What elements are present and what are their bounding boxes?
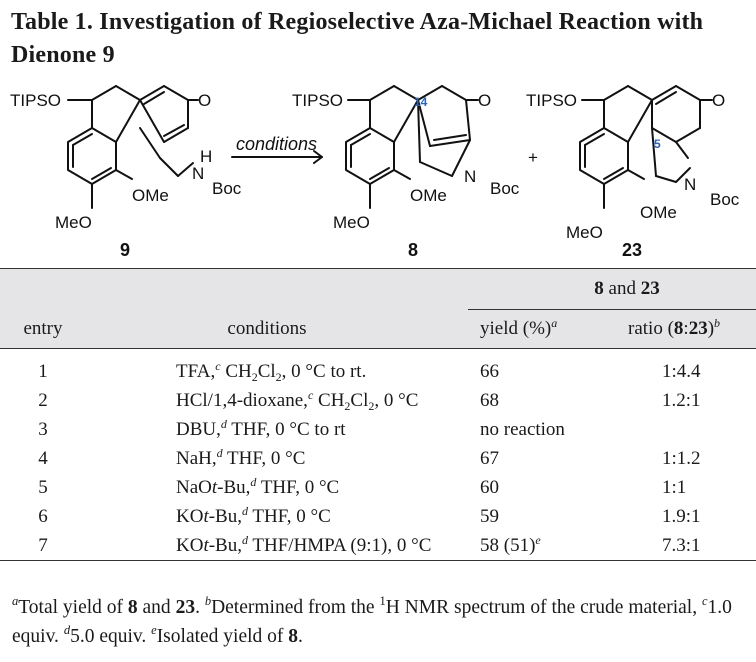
table-row xyxy=(0,357,756,386)
cmpd9-n: N xyxy=(192,164,205,183)
cmpd9-tipso: TIPSO xyxy=(10,91,62,110)
table-title-text: Investigation of Regioselective Aza-Michael Reaction with Dienone 9 xyxy=(11,9,704,68)
scheme-plus: + xyxy=(528,148,538,167)
table-row xyxy=(0,444,756,473)
cell-yield: 67 xyxy=(480,447,499,469)
cmpd23-o: O xyxy=(712,91,726,110)
table-number: Table 1. xyxy=(11,9,94,35)
cell-yield: 59 xyxy=(480,505,499,527)
cell-entry: 5 xyxy=(38,476,48,498)
cmpd8-o: O xyxy=(478,91,492,110)
cmpd23-meo: MeO xyxy=(566,223,603,242)
cell-yield: 66 xyxy=(480,360,499,382)
cmpd23-position-5: 5 xyxy=(654,137,661,151)
cmpd9-meo: MeO xyxy=(55,213,92,232)
cmpd8-number: 8 xyxy=(408,240,419,260)
table-row xyxy=(0,502,756,531)
col-header-ratio: ratio (8:23)$^b$ xyxy=(618,310,756,349)
cell-ratio: 1.9:1 xyxy=(662,505,701,527)
cell-entry: 1 xyxy=(38,360,48,382)
cell-conditions: TFA,$^c$ $CH_2Cl_2$, 0 °C to rt. xyxy=(176,358,367,384)
table-title xyxy=(11,6,746,72)
cell-conditions: HCl/1,4-dioxane,$^c$ $CH_2Cl_2$, 0 °C xyxy=(176,387,419,413)
col-header-conditions: conditions xyxy=(86,310,468,349)
table-row xyxy=(0,386,756,415)
cell-conditions: DBU,$^d$ THF, 0 °C to rt xyxy=(176,416,346,440)
table-column-header-row xyxy=(0,310,756,349)
cmpd8-tipso: TIPSO xyxy=(292,91,344,110)
cmpd8-meo: MeO xyxy=(333,213,370,232)
cell-entry: 3 xyxy=(38,418,48,440)
cell-conditions: NaH,$^d$ THF, 0 °C xyxy=(176,445,306,469)
cmpd8-boc: Boc xyxy=(490,179,520,198)
cmpd9-number: 9 xyxy=(120,240,131,260)
cmpd9-o: O xyxy=(198,91,212,110)
cell-ratio: 1:4.4 xyxy=(662,360,701,382)
cmpd23-boc: Boc xyxy=(710,190,740,209)
cell-conditions: NaOt-Bu,$^d$ THF, 0 °C xyxy=(176,474,340,498)
cell-entry: 6 xyxy=(38,505,48,527)
cmpd23-n: N xyxy=(684,175,697,194)
table-group-header-row xyxy=(0,269,756,310)
table-row xyxy=(0,531,756,561)
cell-ratio: 7.3:1 xyxy=(618,531,756,561)
cell-ratio xyxy=(618,415,756,444)
cmpd23-ome: OMe xyxy=(640,203,677,222)
arrow-conditions-label: conditions xyxy=(236,134,318,154)
cell-ratio: 1:1.2 xyxy=(662,447,701,469)
cell-yield: 58 $(51)^e$ xyxy=(468,531,618,561)
table-row xyxy=(0,473,756,502)
cmpd8-ome: OMe xyxy=(410,186,447,205)
results-table xyxy=(0,268,756,561)
cmpd9-h: H xyxy=(200,147,213,166)
col-header-entry: entry xyxy=(0,310,86,349)
cell-ratio: 1:1 xyxy=(662,476,687,498)
cell-yield: 60 xyxy=(480,476,499,498)
cell-yield: 68 xyxy=(480,389,499,411)
reaction-scheme xyxy=(0,82,756,264)
col-header-yield: yield (%)$^a$ xyxy=(468,310,618,349)
cell-conditions: KOt-Bu,$^d$ THF/HMPA (9:1), 0 °C xyxy=(86,531,468,561)
cmpd9-boc: Boc xyxy=(212,179,242,198)
table-row xyxy=(0,415,756,444)
cell-entry: 7 xyxy=(0,531,86,561)
cmpd23-tipso: TIPSO xyxy=(526,91,578,110)
cell-ratio: 1.2:1 xyxy=(662,389,701,411)
cmpd9-ome: OMe xyxy=(132,186,169,205)
cell-conditions: KOt-Bu,$^d$ THF, 0 °C xyxy=(176,503,331,527)
group-header-8-and-23: 8 and 23 xyxy=(468,269,756,310)
cmpd8-n: N xyxy=(464,167,477,186)
cell-entry: 2 xyxy=(38,389,48,411)
cmpd23-number: 23 xyxy=(622,240,643,260)
cmpd8-position-14: 14 xyxy=(414,95,428,109)
cell-yield: no reaction xyxy=(480,418,565,440)
cell-entry: 4 xyxy=(38,447,48,469)
table-footnotes: $^a$Total yield of 8 and 23. $^b$Determined from the $^1$H NMR spectrum of the crude material, $^c$1.0 equiv. $^d$5.0 equiv. $^e$Isolated yield of 8. xyxy=(12,594,732,647)
